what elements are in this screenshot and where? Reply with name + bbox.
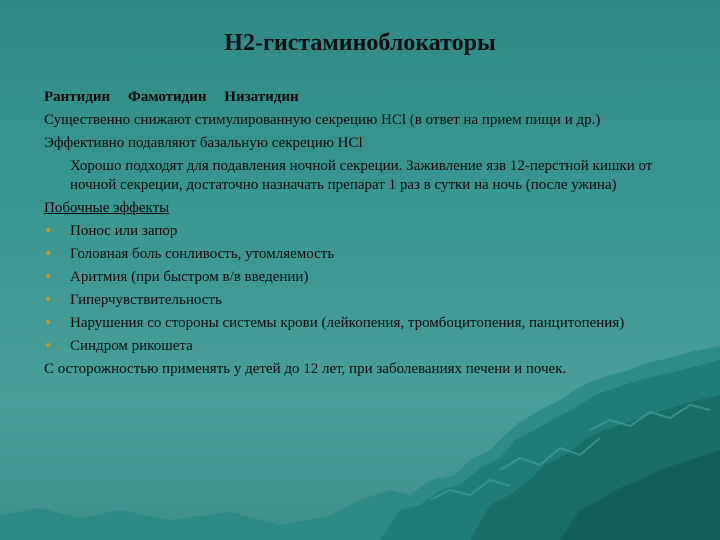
bullet-icon: • [44,292,53,308]
side-effect-item [44,245,694,264]
side-effect-text: Головная боль сонливость, утомляемость [70,246,335,262]
side-effect-item [44,314,694,333]
side-effect-text: Гиперчувствительность [70,292,222,308]
side-effect-item [44,337,694,356]
caution-note: С осторожностью применять у детей до 12 лет, при заболеваниях печени и почек. [44,361,567,377]
slide-content [44,88,694,379]
effect-stimulated-secretion: Существенно снижают стимулированную секрецию HCl (в ответ на прием пищи и др.) [44,112,601,128]
bullet-icon: • [44,223,53,239]
bullet-icon: • [44,246,53,262]
effect-night-secretion: Хорошо подходят для подавления ночной секреции. Заживление язв 12-перстной кишки от ночной секреции, достаточно назначать препарат 1 раз в сутки на ночь (после ужина) [70,158,653,193]
side-effect-item [44,222,694,241]
side-effect-item [44,268,694,287]
drug-name: Фамотидин [127,89,207,105]
side-effect-text: Понос или запор [70,223,178,239]
side-effect-text: Аритмия (при быстром в/в введении) [70,269,309,285]
side-effect-text: Синдром рикошета [70,338,193,354]
bullet-icon: • [44,269,53,285]
side-effects-heading: Побочные эффекты [44,200,170,216]
side-effect-text: Нарушения со стороны системы крови (лейкопения, тромбоцитопения, панцитопения) [70,315,625,331]
effect-basal-secretion: Эффективно подавляют базальную секрецию HCl [44,135,363,151]
drug-name: Низатидин [224,89,299,105]
bullet-icon: • [44,338,53,354]
bullet-icon: • [44,315,53,331]
drug-list [44,88,694,107]
drug-name: Рантидин [44,89,111,105]
side-effect-item [44,291,694,310]
slide-title: H2-гистаминоблокаторы [224,30,496,56]
